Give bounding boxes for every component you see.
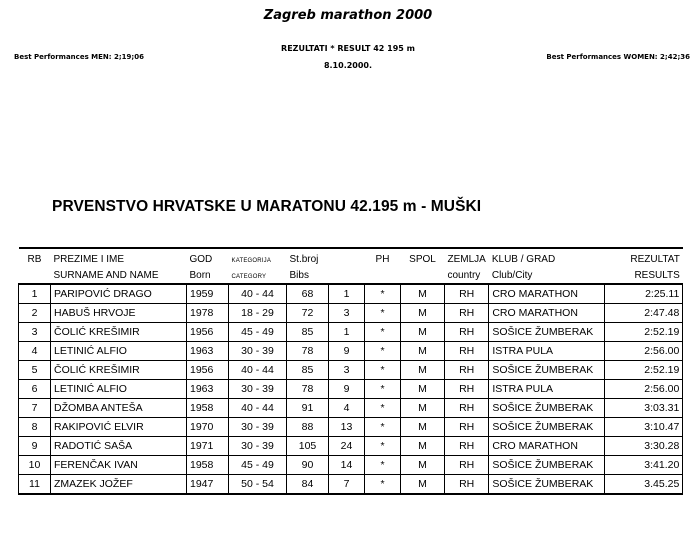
cell-ph: * — [365, 475, 401, 495]
cell-n: 24 — [329, 437, 365, 456]
cell-rb: 5 — [19, 361, 51, 380]
cell-klub: ISTRA PULA — [489, 380, 605, 399]
col-klub-header: KLUB / GRAD — [489, 248, 605, 268]
cell-kat: 40 - 44 — [229, 361, 287, 380]
col-god-header-en: Born — [187, 268, 229, 284]
cell-st: 85 — [287, 361, 329, 380]
cell-god: 1963 — [187, 342, 229, 361]
cell-name: ČOLIĆ KREŠIMIR — [51, 323, 187, 342]
cell-ph: * — [365, 342, 401, 361]
cell-kat: 45 - 49 — [229, 456, 287, 475]
col-st-header: St.broj — [287, 248, 329, 268]
cell-time: 3.45.25 — [605, 475, 683, 495]
cell-kat: 50 - 54 — [229, 475, 287, 495]
cell-klub: SOŠICE ŽUMBERAK — [489, 361, 605, 380]
cell-time: 2:47.48 — [605, 304, 683, 323]
col-zemlja-header: ZEMLJA — [445, 248, 489, 268]
cell-klub: SOŠICE ŽUMBERAK — [489, 456, 605, 475]
col-kat-header: KATEGORIJA — [231, 258, 272, 264]
table-row — [19, 361, 683, 380]
cell-god: 1947 — [187, 475, 229, 495]
cell-klub: CRO MARATHON — [489, 437, 605, 456]
cell-time: 2:52.19 — [605, 361, 683, 380]
cell-rb: 4 — [19, 342, 51, 361]
cell-name: ZMAZEK JOŽEF — [51, 475, 187, 495]
col-ph-header: PH — [365, 248, 401, 268]
cell-st: 84 — [287, 475, 329, 495]
cell-spol: M — [401, 475, 445, 495]
cell-name: ČOLIĆ KREŠIMIR — [51, 361, 187, 380]
cell-kat: 30 - 39 — [229, 437, 287, 456]
table-row — [19, 437, 683, 456]
cell-rb: 11 — [19, 475, 51, 495]
table-row — [19, 475, 683, 495]
cell-n: 4 — [329, 399, 365, 418]
cell-st: 91 — [287, 399, 329, 418]
cell-time: 2:56.00 — [605, 380, 683, 399]
cell-klub: SOŠICE ŽUMBERAK — [489, 475, 605, 495]
cell-zemlja: RH — [445, 361, 489, 380]
col-rb-header: RB — [19, 248, 51, 268]
cell-spol: M — [401, 361, 445, 380]
cell-time: 2:25.11 — [605, 284, 683, 304]
col-klub-header-en: Club/City — [489, 268, 605, 284]
cell-klub: CRO MARATHON — [489, 304, 605, 323]
cell-zemlja: RH — [445, 437, 489, 456]
cell-n: 9 — [329, 380, 365, 399]
cell-kat: 40 - 44 — [229, 399, 287, 418]
cell-god: 1971 — [187, 437, 229, 456]
cell-rb: 6 — [19, 380, 51, 399]
cell-name: DŽOMBA ANTEŠA — [51, 399, 187, 418]
table-row — [19, 380, 683, 399]
cell-kat: 30 - 39 — [229, 380, 287, 399]
cell-rb: 2 — [19, 304, 51, 323]
cell-ph: * — [365, 323, 401, 342]
cell-klub: SOŠICE ŽUMBERAK — [489, 418, 605, 437]
cell-rb: 9 — [19, 437, 51, 456]
cell-rb: 1 — [19, 284, 51, 304]
cell-kat: 30 - 39 — [229, 342, 287, 361]
col-name-header-en: SURNAME AND NAME — [51, 268, 187, 284]
table-row — [19, 399, 683, 418]
cell-n: 7 — [329, 475, 365, 495]
table-row — [19, 456, 683, 475]
cell-time: 3:10.47 — [605, 418, 683, 437]
cell-spol: M — [401, 456, 445, 475]
cell-spol: M — [401, 342, 445, 361]
cell-zemlja: RH — [445, 304, 489, 323]
cell-klub: SOŠICE ŽUMBERAK — [489, 399, 605, 418]
cell-st: 68 — [287, 284, 329, 304]
col-zemlja-header-en: country — [445, 268, 489, 284]
cell-n: 3 — [329, 304, 365, 323]
cell-spol: M — [401, 304, 445, 323]
cell-klub: ISTRA PULA — [489, 342, 605, 361]
cell-spol: M — [401, 437, 445, 456]
cell-time: 2:52.19 — [605, 323, 683, 342]
cell-god: 1956 — [187, 361, 229, 380]
cell-st: 85 — [287, 323, 329, 342]
cell-st: 105 — [287, 437, 329, 456]
cell-kat: 18 - 29 — [229, 304, 287, 323]
cell-zemlja: RH — [445, 456, 489, 475]
cell-spol: M — [401, 380, 445, 399]
cell-klub: SOŠICE ŽUMBERAK — [489, 323, 605, 342]
cell-name: RAKIPOVIĆ ELVIR — [51, 418, 187, 437]
table-row — [19, 304, 683, 323]
col-rezultat-header: REZULTAT — [605, 248, 683, 268]
cell-st: 90 — [287, 456, 329, 475]
cell-name: FERENČAK IVAN — [51, 456, 187, 475]
table-row — [19, 284, 683, 304]
cell-god: 1956 — [187, 323, 229, 342]
cell-god: 1958 — [187, 456, 229, 475]
cell-ph: * — [365, 304, 401, 323]
cell-name: HABUŠ HRVOJE — [51, 304, 187, 323]
table-row — [19, 323, 683, 342]
cell-ph: * — [365, 399, 401, 418]
cell-god: 1963 — [187, 380, 229, 399]
cell-spol: M — [401, 418, 445, 437]
cell-rb: 10 — [19, 456, 51, 475]
cell-st: 78 — [287, 342, 329, 361]
document-title: Zagreb marathon 2000 — [263, 8, 433, 23]
cell-zemlja: RH — [445, 284, 489, 304]
event-date: 8.10.2000. — [323, 61, 373, 70]
cell-spol: M — [401, 323, 445, 342]
cell-st: 88 — [287, 418, 329, 437]
cell-n: 14 — [329, 456, 365, 475]
cell-kat: 30 - 39 — [229, 418, 287, 437]
cell-kat: 45 - 49 — [229, 323, 287, 342]
section-heading: PRVENSTVO HRVATSKE U MARATONU 42.195 m - MUŠKI — [52, 198, 482, 215]
table-row — [19, 418, 683, 437]
results-table — [18, 247, 683, 495]
col-st-header-en: Bibs — [287, 268, 329, 284]
cell-zemlja: RH — [445, 323, 489, 342]
cell-name: PARIPOVIĆ DRAGO — [51, 284, 187, 304]
col-rezultat-header-en: RESULTS — [605, 268, 683, 284]
cell-name: RADOTIĆ SAŠA — [51, 437, 187, 456]
cell-ph: * — [365, 284, 401, 304]
cell-spol: M — [401, 399, 445, 418]
cell-time: 3:30.28 — [605, 437, 683, 456]
best-performance-men: Best Performances MEN: 2;19;06 — [14, 53, 144, 61]
cell-ph: * — [365, 456, 401, 475]
col-god-header: GOD — [187, 248, 229, 268]
best-performance-women: Best Performances WOMEN: 2;42;36 — [546, 53, 690, 61]
cell-god: 1978 — [187, 304, 229, 323]
cell-zemlja: RH — [445, 380, 489, 399]
result-line: REZULTATI * RESULT 42 195 m — [281, 44, 415, 53]
cell-god: 1970 — [187, 418, 229, 437]
header-row-en — [19, 268, 683, 284]
cell-ph: * — [365, 437, 401, 456]
cell-name: LETINIĆ ALFIO — [51, 380, 187, 399]
cell-kat: 40 - 44 — [229, 284, 287, 304]
cell-n: 1 — [329, 284, 365, 304]
cell-ph: * — [365, 380, 401, 399]
cell-n: 9 — [329, 342, 365, 361]
header-row — [19, 248, 683, 268]
table-row — [19, 342, 683, 361]
cell-n: 3 — [329, 361, 365, 380]
cell-rb: 3 — [19, 323, 51, 342]
cell-zemlja: RH — [445, 399, 489, 418]
cell-ph: * — [365, 361, 401, 380]
cell-time: 3:03.31 — [605, 399, 683, 418]
col-name-header: PREZIME I IME — [51, 248, 187, 268]
cell-st: 78 — [287, 380, 329, 399]
cell-zemlja: RH — [445, 418, 489, 437]
cell-name: LETINIĆ ALFIO — [51, 342, 187, 361]
cell-rb: 8 — [19, 418, 51, 437]
cell-spol: M — [401, 284, 445, 304]
col-spol-header: SPOL — [401, 248, 445, 268]
cell-time: 3:41.20 — [605, 456, 683, 475]
cell-rb: 7 — [19, 399, 51, 418]
cell-ph: * — [365, 418, 401, 437]
cell-klub: CRO MARATHON — [489, 284, 605, 304]
cell-zemlja: RH — [445, 342, 489, 361]
cell-time: 2:56.00 — [605, 342, 683, 361]
cell-st: 72 — [287, 304, 329, 323]
cell-n: 1 — [329, 323, 365, 342]
cell-zemlja: RH — [445, 475, 489, 495]
col-kat-header-en: CATEGORY — [231, 274, 267, 280]
cell-n: 13 — [329, 418, 365, 437]
cell-god: 1959 — [187, 284, 229, 304]
cell-god: 1958 — [187, 399, 229, 418]
